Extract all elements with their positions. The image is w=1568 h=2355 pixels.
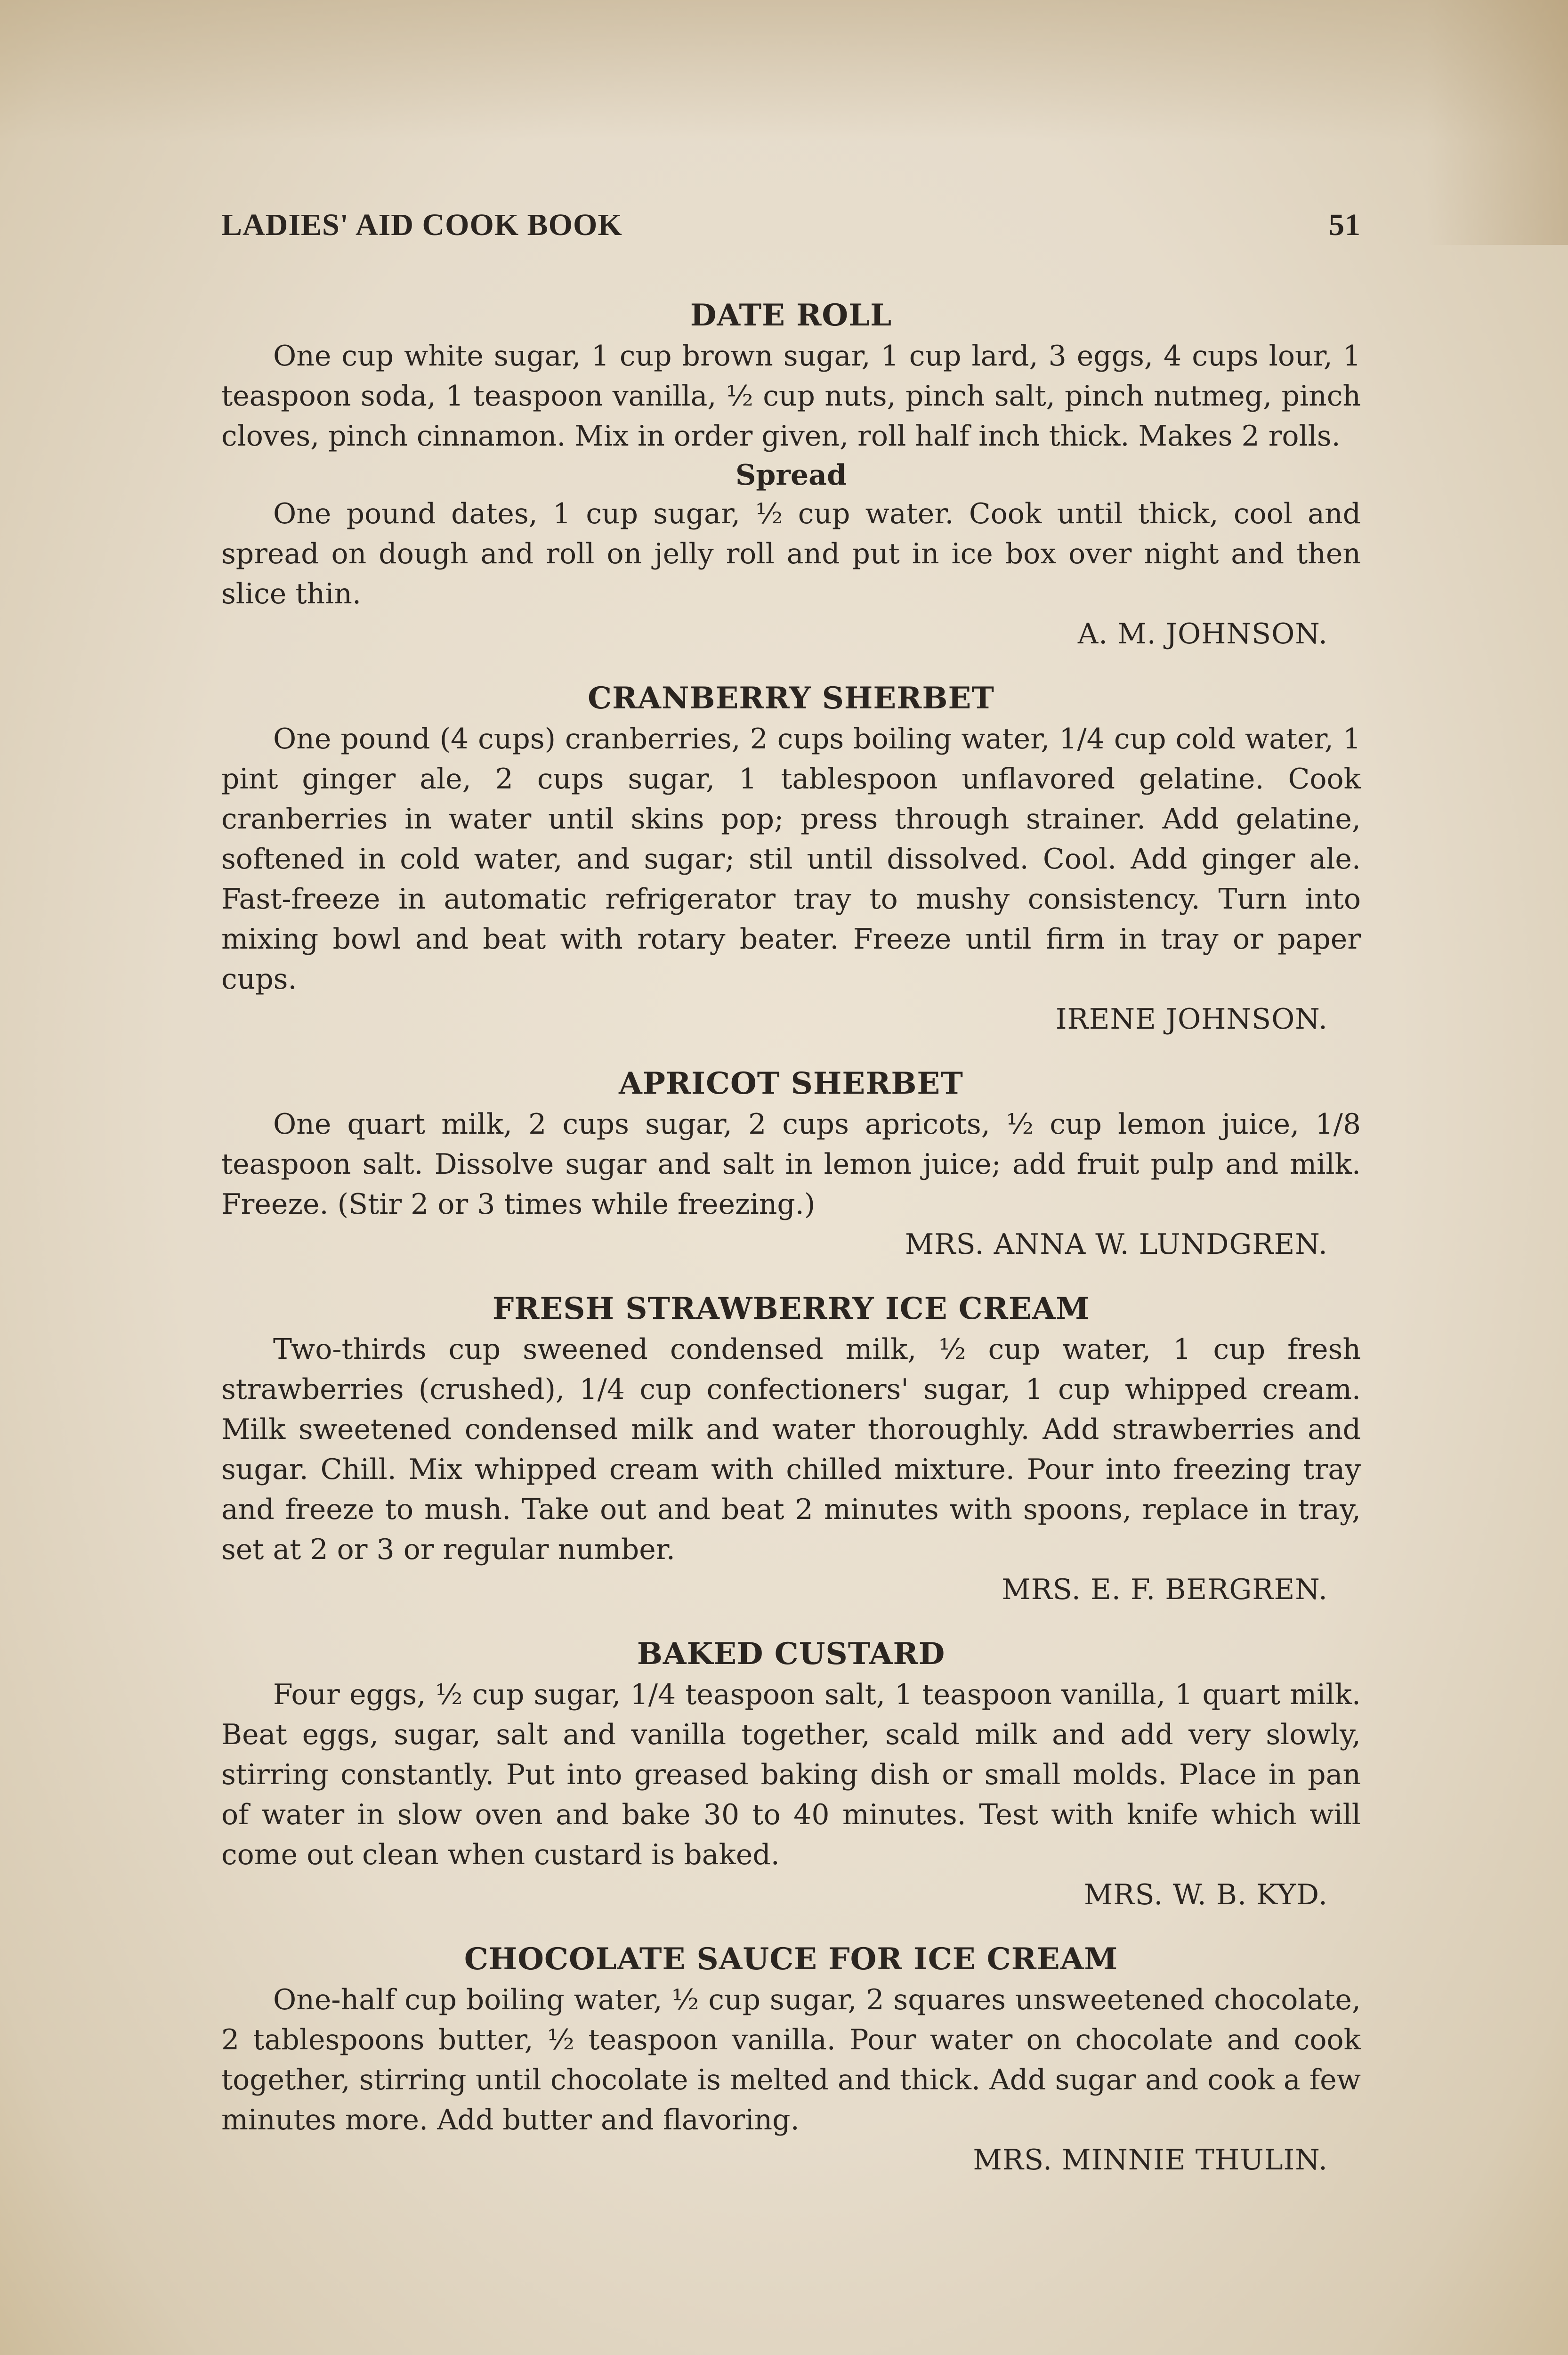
- page-corner-stain: [1427, 0, 1568, 245]
- recipe-attribution: MRS. MINNIE THULIN.: [973, 2144, 1328, 2176]
- recipe-title: DATE ROLL: [690, 298, 892, 333]
- recipe-text: One-half cup boiling water, ½ cup sugar, 2 squares unsweetened chocolate, 2 tablespoons butter, ½ teaspoon vanilla. Pour water on chocolate and cook together, stirring until chocolate is melted and thick. Add sugar and cook a few minutes more. Add butter and flavoring.: [221, 1983, 1361, 2136]
- recipe-attribution: A. M. JOHNSON.: [1077, 617, 1328, 650]
- recipe-cranberry-sherbet: [221, 680, 1361, 1039]
- recipe-attribution: MRS. E. F. BERGREN.: [1002, 1573, 1328, 1606]
- recipe-title: CHOCOLATE SAUCE FOR ICE CREAM: [464, 1941, 1118, 1977]
- page-content: [221, 297, 1361, 2206]
- recipe-apricot-sherbet: [221, 1065, 1361, 1265]
- recipe-date-roll: [221, 297, 1361, 654]
- recipe-subtitle: Spread: [736, 459, 847, 492]
- book-title: LADIES' AID COOK BOOK: [221, 208, 622, 242]
- recipe-attribution: MRS. W. B. KYD.: [1083, 1878, 1328, 1911]
- recipe-title: FRESH STRAWBERRY ICE CREAM: [492, 1291, 1090, 1326]
- page-number: 51: [1329, 208, 1361, 242]
- recipe-attribution: MRS. ANNA W. LUNDGREN.: [905, 1228, 1328, 1261]
- recipe-attribution: IRENE JOHNSON.: [1055, 1003, 1328, 1036]
- recipe-baked-custard: [221, 1635, 1361, 1915]
- recipe-title: APRICOT SHERBET: [619, 1066, 963, 1101]
- recipe-title: CRANBERRY SHERBET: [588, 681, 994, 716]
- recipe-text: One pound (4 cups) cranberries, 2 cups boiling water, 1/4 cup cold water, 1 pint ginger ale, 2 cups sugar, 1 tablespoon unflavored gelatine. Cook cranberries in water until skins pop; press through strainer. Add gelatine, softened in cold water, and sugar; stil until dissolved. Cool. Add ginger ale. Fast-freeze in automatic refrigerator tray to mushy consistency. Turn into mixing bowl and beat with rotary beater. Freeze until firm in tray or paper cups.: [221, 723, 1361, 996]
- recipe-text: Four eggs, ½ cup sugar, 1/4 teaspoon salt, 1 teaspoon vanilla, 1 quart milk. Beat eggs, sugar, salt and vanilla together, scald milk and add very slowly, stirring constantly. Put into greased baking dish or small molds. Place in pan of water in slow oven and bake 30 to 40 minutes. Test with knife which will come out clean when custard is baked.: [221, 1678, 1361, 1871]
- recipe-title: BAKED CUSTARD: [637, 1636, 946, 1672]
- recipe-text: One quart milk, 2 cups sugar, 2 cups apricots, ½ cup lemon juice, 1/8 teaspoon salt. Dissolve sugar and salt in lemon juice; add fruit pulp and milk. Freeze. (Stir 2 or 3 times while freezing.): [221, 1108, 1361, 1221]
- recipe-text-spread: One pound dates, 1 cup sugar, ½ cup water. Cook until thick, cool and spread on dough and roll on jelly roll and put in ice box over night and then slice thin.: [221, 497, 1361, 610]
- recipe-text: Two-thirds cup sweened condensed milk, ½ cup water, 1 cup fresh strawberries (crushed), 1/4 cup confectioners' sugar, 1 cup whipped cream. Milk sweetened condensed milk and water thoroughly. Add strawberries and sugar. Chill. Mix whipped cream with chilled mixture. Pour into freezing tray and freeze to mush. Take out and beat 2 minutes with spoons, replace in tray, set at 2 or 3 or regular number.: [221, 1333, 1361, 1566]
- recipe-chocolate-sauce: [221, 1941, 1361, 2180]
- page-top-shadow: [0, 0, 1568, 141]
- recipe-text: One cup white sugar, 1 cup brown sugar, 1 cup lard, 3 eggs, 4 cups lour, 1 teaspoon soda, 1 teaspoon vanilla, ½ cup nuts, pinch salt, pinch nutmeg, pinch cloves, pinch cinnamon. Mix in order given, roll half inch thick. Makes 2 rolls.: [221, 340, 1361, 453]
- recipe-strawberry-ice-cream: [221, 1290, 1361, 1610]
